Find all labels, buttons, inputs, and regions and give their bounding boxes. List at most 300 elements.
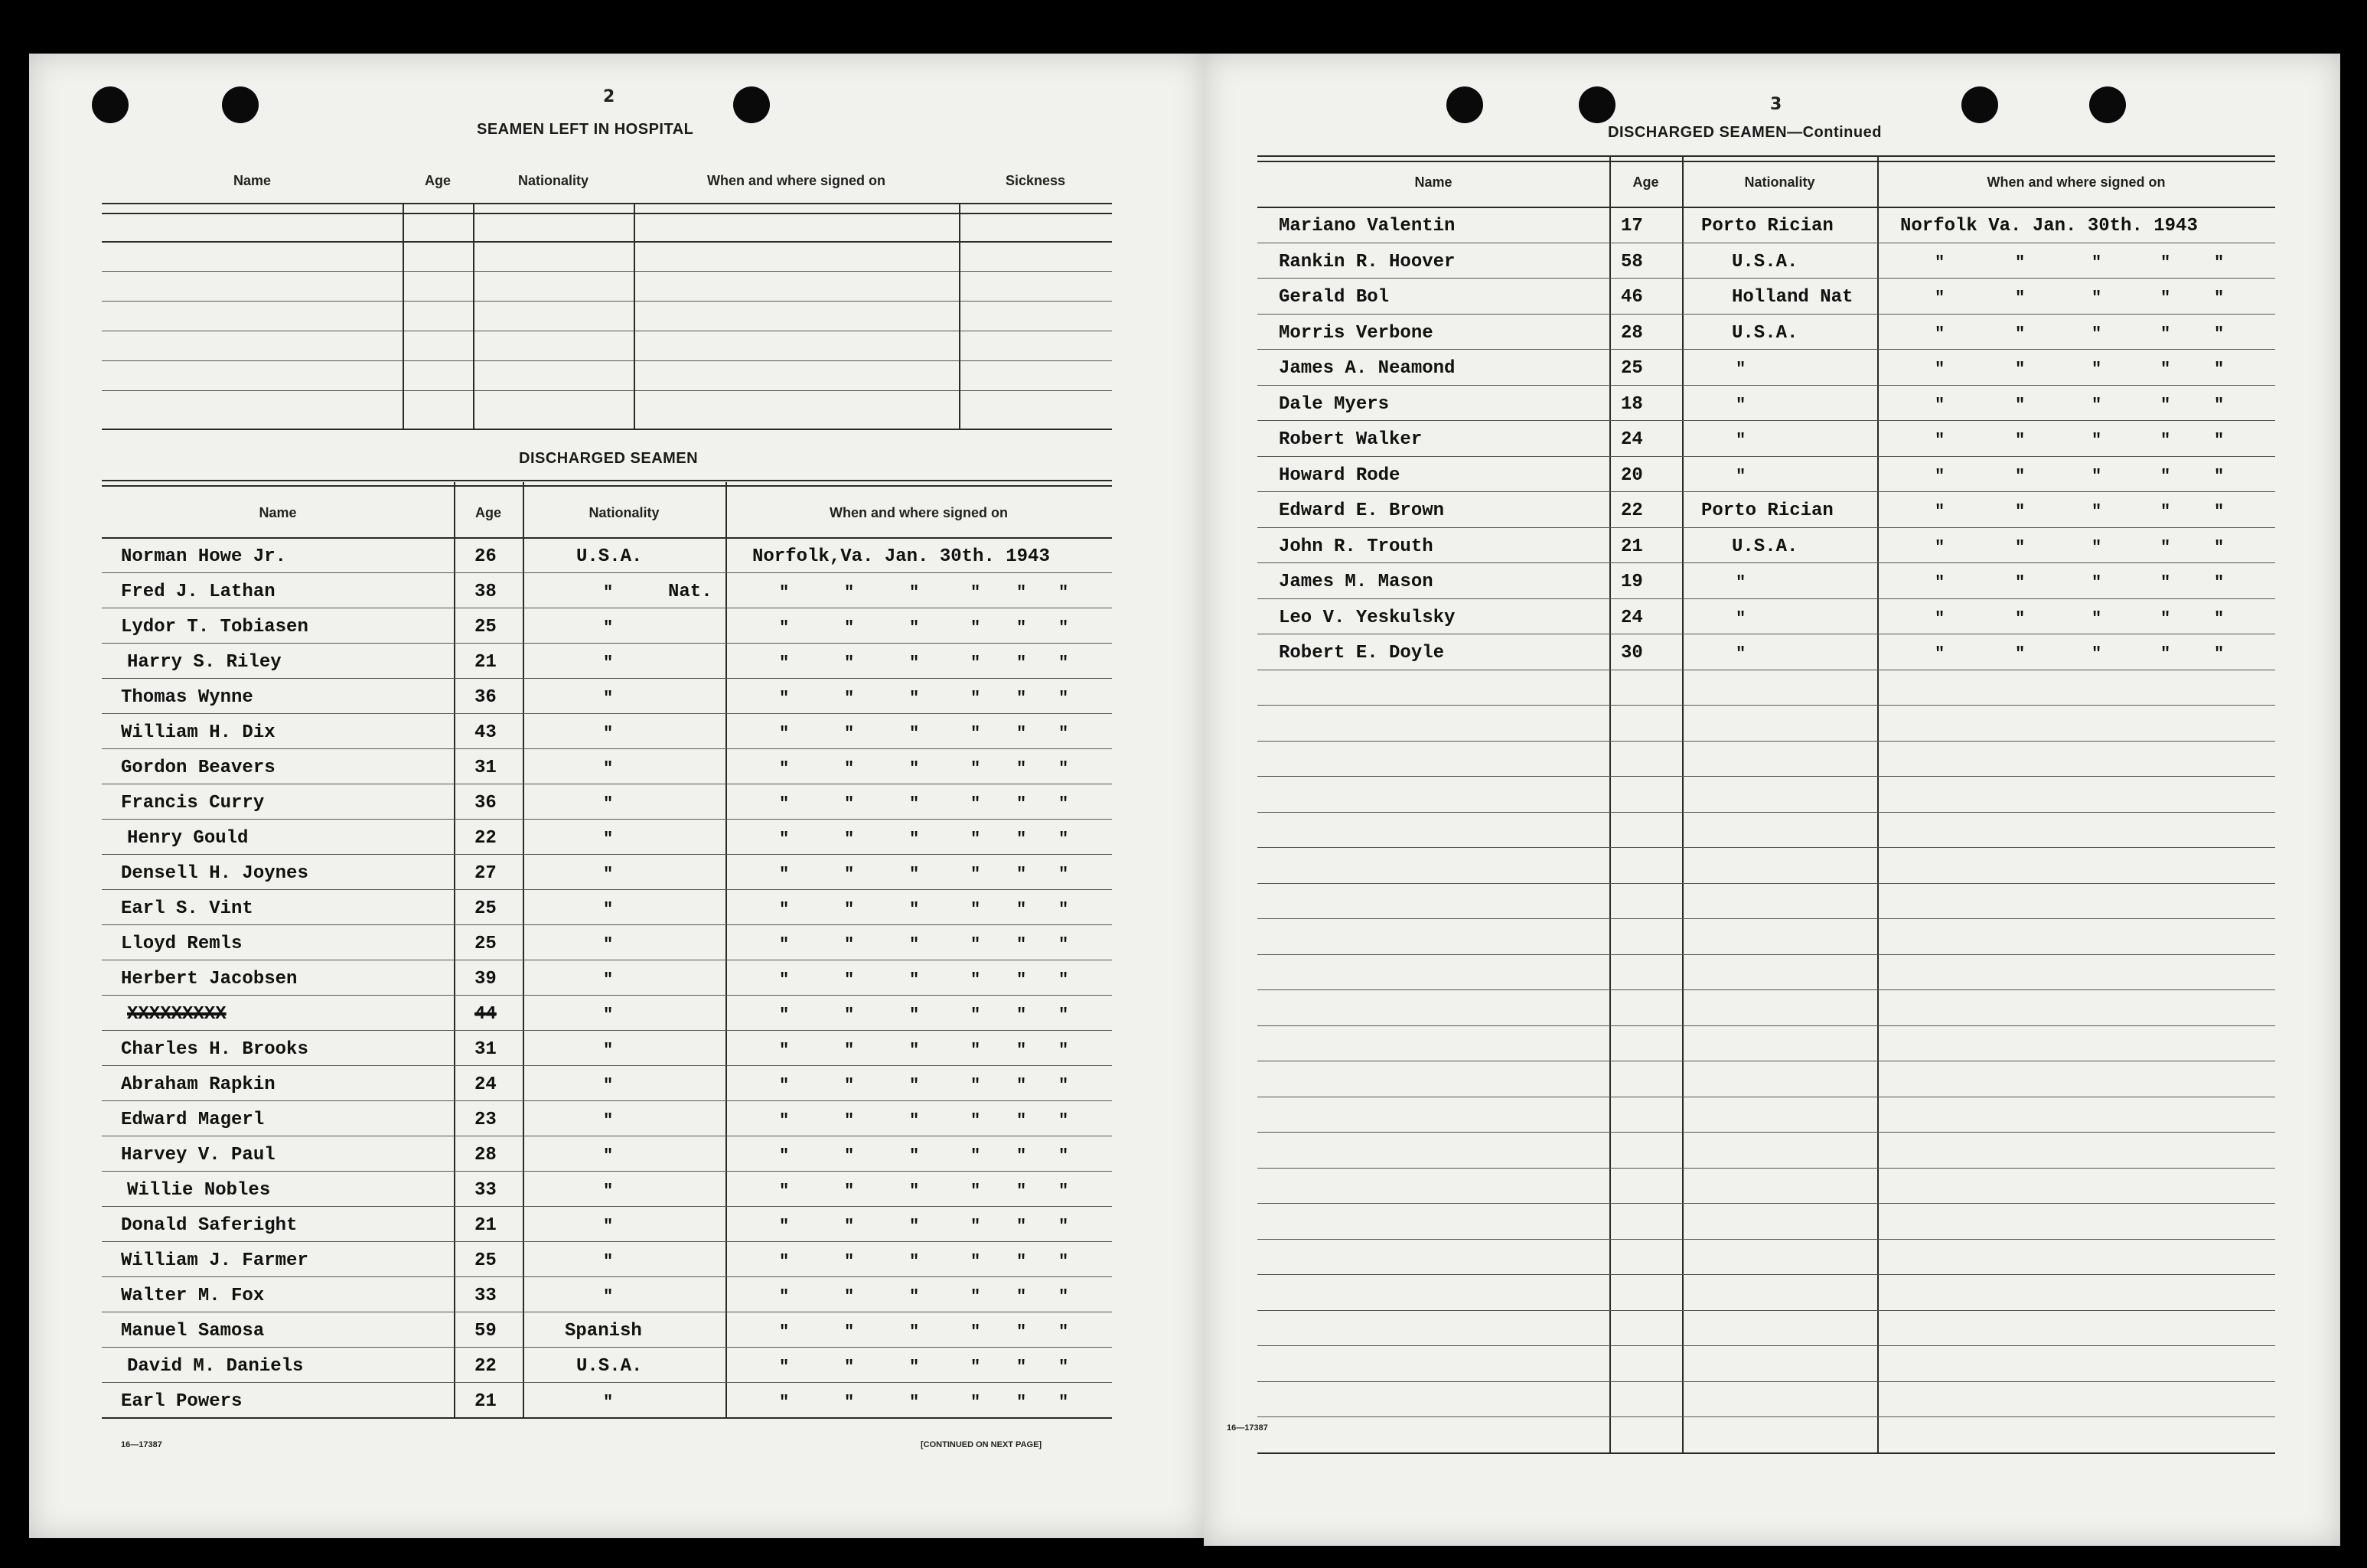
table-rule [102,1171,1112,1172]
seaman-name: Herbert Jacobsen [121,969,298,989]
table-rule [102,480,1112,481]
ditto-mark: " [1058,1076,1069,1095]
seaman-name: Rankin R. Hoover [1279,251,1456,272]
ditto-mark: " [844,830,855,849]
ditto-mark: " [2015,360,2026,379]
ditto-mark: " [1016,724,1027,743]
seaman-name: James M. Mason [1279,572,1433,592]
table-rule [1257,1132,2275,1133]
ditto-mark: " [1935,253,1945,272]
ditto-mark: " [844,935,855,954]
seaman-age: 22 [474,828,497,849]
column-header: Sickness [1005,173,1066,188]
discharged-continued-title: DISCHARGED SEAMEN—Continued [1608,124,1882,141]
seaman-age: 21 [474,1215,497,1236]
seaman-name: Manuel Samosa [121,1321,265,1341]
binder-hole [92,86,129,123]
ditto-mark: " [779,759,790,778]
ditto-mark: " [1736,360,1746,379]
ditto-mark: " [909,1393,920,1412]
ditto-mark: " [909,1076,920,1095]
ditto-mark: " [2160,253,2171,272]
ditto-mark: " [603,1111,614,1130]
seaman-name: Donald Saferight [121,1215,298,1236]
ditto-mark: " [1935,324,1945,344]
ditto-mark: " [844,1358,855,1377]
ditto-mark: " [844,689,855,708]
table-rule [1257,1416,2275,1417]
seaman-age: 27 [474,863,497,884]
ditto-mark: " [2160,502,2171,521]
ditto-mark: " [603,583,614,602]
column-header: When and where signed on [706,173,885,188]
ditto-mark: " [2092,466,2102,486]
seaman-name: Fred J. Lathan [121,582,275,602]
ditto-mark: " [1058,1217,1069,1236]
ditto-mark: " [909,900,920,919]
ditto-mark: " [2160,324,2171,344]
ditto-mark: " [779,1146,790,1165]
seaman-age: 23 [474,1110,497,1130]
ditto-mark: " [779,970,790,989]
ditto-mark: " [603,865,614,884]
seaman-nationality: U.S.A. [1732,322,1798,344]
seaman-name: Harry S. Riley [127,652,282,673]
seaman-name: Robert Walker [1279,429,1423,450]
table-rule [102,819,1112,820]
ditto-mark: " [970,1182,981,1201]
ditto-mark: " [844,1393,855,1412]
ditto-mark: " [2092,502,2102,521]
ditto-mark: " [844,1076,855,1095]
ditto-mark: " [1016,1358,1027,1377]
ditto-mark: " [603,1041,614,1060]
ditto-mark: " [1016,794,1027,813]
table-rule [102,429,1112,430]
ditto-mark: " [1058,935,1069,954]
ditto-mark: " [970,1322,981,1341]
seaman-age: 18 [1621,393,1643,415]
table-rule [1257,883,2275,884]
ditto-mark: " [1058,865,1069,884]
column-header: Nationality [517,173,588,188]
ditto-mark: " [844,1217,855,1236]
ditto-mark: " [2092,253,2102,272]
ditto-mark: " [2214,466,2225,486]
ditto-mark: " [844,654,855,673]
table-rule [1257,1239,2275,1240]
ditto-mark: " [1016,1041,1027,1060]
ditto-mark: " [1935,537,1945,557]
ditto-mark: " [1058,583,1069,602]
table-rule [102,485,1112,487]
seaman-age: 43 [474,722,497,743]
seaman-age: 25 [474,617,497,637]
seaman-name: Willie Nobles [127,1180,271,1201]
ditto-mark: " [1016,689,1027,708]
ditto-mark: " [1016,1322,1027,1341]
ditto-mark: " [909,1217,920,1236]
ditto-mark: " [2214,288,2225,308]
ditto-mark: " [603,935,614,954]
ditto-mark: " [1935,360,1945,379]
seaman-name: William J. Farmer [121,1250,308,1271]
ditto-mark: " [970,1041,981,1060]
ditto-mark: " [970,724,981,743]
ditto-mark: " [779,794,790,813]
table-rule [102,1382,1112,1383]
seaman-name: Henry Gould [127,828,249,849]
ditto-mark: " [2015,288,2026,308]
table-rule [1257,161,2275,162]
right-page [1204,54,2340,1546]
seaman-name: William H. Dix [121,722,275,743]
column-divider [403,203,404,429]
ditto-mark: " [844,1182,855,1201]
seaman-nationality: U.S.A. [1732,251,1798,272]
seaman-age: 24 [1621,607,1643,628]
seaman-nationality: Porto Rician [1701,216,1834,236]
table-rule [1257,1345,2275,1346]
ditto-mark: " [844,1006,855,1025]
ditto-mark: " [1016,935,1027,954]
table-rule [1257,812,2275,813]
table-rule [102,1276,1112,1277]
binder-hole [1961,86,1998,123]
seaman-name: Robert E. Doyle [1279,643,1445,663]
ditto-mark: " [779,1076,790,1095]
ditto-mark: " [779,1182,790,1201]
ditto-mark: " [2214,431,2225,450]
ditto-mark: " [970,689,981,708]
ditto-mark: " [603,654,614,673]
seaman-age: 33 [474,1286,497,1306]
ditto-mark: " [2214,324,2225,344]
table-rule [102,1065,1112,1066]
ditto-mark: " [2092,537,2102,557]
binder-hole [1579,86,1615,123]
ditto-mark: " [909,1146,920,1165]
ditto-mark: " [779,830,790,849]
ditto-mark: " [2214,644,2225,663]
ditto-mark: " [970,654,981,673]
hospital-section-title: SEAMEN LEFT IN HOSPITAL [477,121,694,138]
ditto-mark: " [1016,1252,1027,1271]
ditto-mark: " [2015,608,2026,628]
ditto-mark: " [2015,573,2026,592]
ditto-mark: " [909,830,920,849]
seaman-name: Earl Powers [121,1391,243,1412]
ditto-mark: " [603,830,614,849]
ditto-mark: " [1058,689,1069,708]
seaman-name: Morris Verbone [1279,322,1433,344]
ditto-mark: " [1016,618,1027,637]
ditto-mark: " [1016,1006,1027,1025]
seaman-age: 21 [474,1391,497,1412]
ditto-mark: " [1058,830,1069,849]
ditto-mark: " [1016,830,1027,849]
ditto-mark: " [2160,608,2171,628]
seaman-name: Mariano Valentin [1279,216,1456,236]
ditto-mark: " [603,724,614,743]
seaman-name: Densell H. Joynes [121,863,308,884]
ditto-mark: " [2015,537,2026,557]
ditto-mark: " [1058,1182,1069,1201]
table-rule [102,854,1112,855]
seaman-name: Earl S. Vint [121,898,253,919]
table-rule [102,572,1112,573]
column-divider [634,203,635,429]
seaman-age: 21 [1621,536,1643,557]
ditto-mark: " [603,900,614,919]
table-rule [102,1347,1112,1348]
ditto-mark: " [970,970,981,989]
ditto-mark: " [844,618,855,637]
ditto-mark: " [1016,583,1027,602]
seaman-age: 19 [1621,572,1643,592]
table-rule [102,1417,1112,1419]
ditto-mark: " [1058,724,1069,743]
ditto-mark: " [844,724,855,743]
table-rule [102,643,1112,644]
ditto-mark: " [844,865,855,884]
ditto-mark: " [779,618,790,637]
ditto-mark: " [2015,253,2026,272]
ditto-mark: " [1016,1182,1027,1201]
table-rule [1257,1274,2275,1275]
ditto-mark: " [779,1111,790,1130]
seaman-name: Edward Magerl [121,1110,265,1130]
ditto-mark: " [1016,1111,1027,1130]
ditto-mark: " [909,759,920,778]
ditto-mark: " [970,794,981,813]
ditto-mark: " [779,1358,790,1377]
ditto-mark: " [1058,618,1069,637]
table-rule [1257,314,2275,315]
seaman-age: 28 [1621,322,1643,344]
ditto-mark: " [1016,759,1027,778]
seaman-name: Gordon Beavers [121,758,275,778]
seaman-name: Norman Howe Jr. [121,546,287,567]
ditto-mark: " [2160,360,2171,379]
ditto-mark: " [2092,395,2102,415]
seaman-nationality: Porto Rician [1701,500,1834,521]
column-divider [473,203,474,429]
binder-hole [1446,86,1483,123]
table-rule [1257,1203,2275,1204]
seaman-name: Edward E. Brown [1279,500,1445,521]
ditto-mark: " [2015,431,2026,450]
seaman-age: 59 [474,1321,497,1341]
ditto-mark: " [909,1358,920,1377]
table-rule [1257,847,2275,848]
ditto-mark: " [2160,431,2171,450]
ditto-mark: " [2214,537,2225,557]
page-number: 3 [1770,95,1782,114]
ditto-mark: " [1058,1041,1069,1060]
seaman-age: 31 [474,1039,497,1060]
ditto-mark: " [1058,1146,1069,1165]
ditto-mark: " [779,1287,790,1306]
ditto-mark: " [2160,466,2171,486]
column-divider [1609,157,1611,1452]
table-rule [1257,989,2275,990]
seaman-name: Gerald Bol [1279,287,1390,308]
ditto-mark: " [1935,431,1945,450]
table-rule [102,748,1112,749]
ditto-mark: " [970,1217,981,1236]
table-rule [102,678,1112,679]
seaman-age: 17 [1621,216,1643,236]
ditto-mark: " [603,618,614,637]
table-rule [1257,918,2275,919]
table-rule [1257,1452,2275,1454]
seaman-name: David M. Daniels [127,1356,304,1377]
ditto-mark: " [779,724,790,743]
ditto-mark: " [909,724,920,743]
table-rule [102,1241,1112,1242]
ditto-mark: " [909,1041,920,1060]
column-header: When and where signed on [829,505,1008,520]
ditto-mark: " [1016,1217,1027,1236]
ditto-mark: " [1736,644,1746,663]
ditto-mark: " [909,1322,920,1341]
ditto-mark: " [603,1393,614,1412]
ditto-mark: " [2214,253,2225,272]
table-rule [1257,278,2275,279]
table-rule [102,203,1112,204]
seaman-age: 26 [474,546,497,567]
ditto-mark: " [2160,573,2171,592]
ditto-mark: " [603,759,614,778]
seaman-nationality: Spanish [565,1321,642,1341]
table-rule [102,390,1112,391]
column-header: Age [1632,174,1659,190]
table-rule [102,889,1112,890]
ditto-mark: " [1935,502,1945,521]
table-rule [102,301,1112,302]
ditto-mark: " [1058,1393,1069,1412]
column-header: Name [233,173,272,188]
seaman-age: 38 [474,582,497,602]
seaman-name: Walter M. Fox [121,1286,265,1306]
ditto-mark: " [2160,288,2171,308]
ditto-mark: " [1736,466,1746,486]
ditto-mark: " [2214,573,2225,592]
ditto-mark: " [2214,395,2225,415]
ditto-mark: " [970,1076,981,1095]
ditto-mark: " [970,1146,981,1165]
ditto-mark: " [1736,431,1746,450]
seaman-age: 39 [474,969,497,989]
form-number: 16—17387 [121,1440,162,1449]
ditto-mark: " [909,583,920,602]
seaman-nationality: U.S.A. [1732,536,1798,557]
seaman-age: 58 [1621,251,1643,272]
seaman-name: James A. Neamond [1279,358,1456,379]
table-rule [1257,527,2275,528]
ditto-mark: " [1016,654,1027,673]
column-header: Name [1414,174,1452,190]
ditto-mark: " [1058,970,1069,989]
ditto-mark: " [1058,900,1069,919]
ditto-mark: " [1058,1287,1069,1306]
ditto-mark: " [603,1217,614,1236]
continued-note: [CONTINUED ON NEXT PAGE] [921,1440,1042,1449]
ditto-mark: " [1058,1006,1069,1025]
table-rule [102,1030,1112,1031]
ditto-mark: " [1058,1111,1069,1130]
seaman-age: 33 [474,1180,497,1201]
ditto-mark: " [909,970,920,989]
column-header: When and where signed on [1987,174,2166,190]
seaman-age: 31 [474,758,497,778]
ditto-mark: " [844,794,855,813]
ditto-mark: " [970,1393,981,1412]
ditto-mark: " [779,1322,790,1341]
seaman-age: 24 [1621,429,1643,450]
ditto-mark: " [603,794,614,813]
left-page [29,54,1204,1538]
binder-hole [222,86,259,123]
ditto-mark: " [1058,1322,1069,1341]
column-divider [1682,157,1684,1452]
signed-on: Norfolk,Va. Jan. 30th. 1943 [752,546,1050,567]
ditto-mark: " [779,865,790,884]
seaman-age: 36 [474,793,497,813]
seaman-nationality: Nat. [668,582,712,602]
ditto-mark: " [844,1041,855,1060]
ditto-mark: " [1016,1287,1027,1306]
ditto-mark: " [1736,608,1746,628]
table-rule [1257,1168,2275,1169]
ditto-mark: " [1058,794,1069,813]
ditto-mark: " [2160,395,2171,415]
ditto-mark: " [1935,573,1945,592]
ditto-mark: " [1016,1146,1027,1165]
table-rule [102,213,1112,214]
ditto-mark: " [2092,431,2102,450]
ditto-mark: " [970,1111,981,1130]
table-rule [102,924,1112,925]
ditto-mark: " [970,1287,981,1306]
form-number: 16—17387 [1227,1423,1268,1433]
ditto-mark: " [844,1322,855,1341]
ditto-mark: " [779,689,790,708]
ditto-mark: " [779,1393,790,1412]
ditto-mark: " [909,689,920,708]
seaman-age: 36 [474,687,497,708]
ditto-mark: " [1736,395,1746,415]
ditto-mark: " [909,1287,920,1306]
ditto-mark: " [1016,970,1027,989]
ditto-mark: " [2092,324,2102,344]
table-rule [102,713,1112,714]
ditto-mark: " [909,654,920,673]
ditto-mark: " [1016,1076,1027,1095]
table-rule [1257,155,2275,157]
ditto-mark: " [970,1358,981,1377]
table-rule [1257,1310,2275,1311]
ditto-mark: " [1058,654,1069,673]
ditto-mark: " [603,970,614,989]
seaman-age: 22 [1621,500,1643,521]
ditto-mark: " [2015,324,2026,344]
ditto-mark: " [1736,573,1746,592]
seaman-name: Howard Rode [1279,465,1400,486]
seaman-name: John R. Trouth [1279,536,1433,557]
table-rule [1257,385,2275,386]
